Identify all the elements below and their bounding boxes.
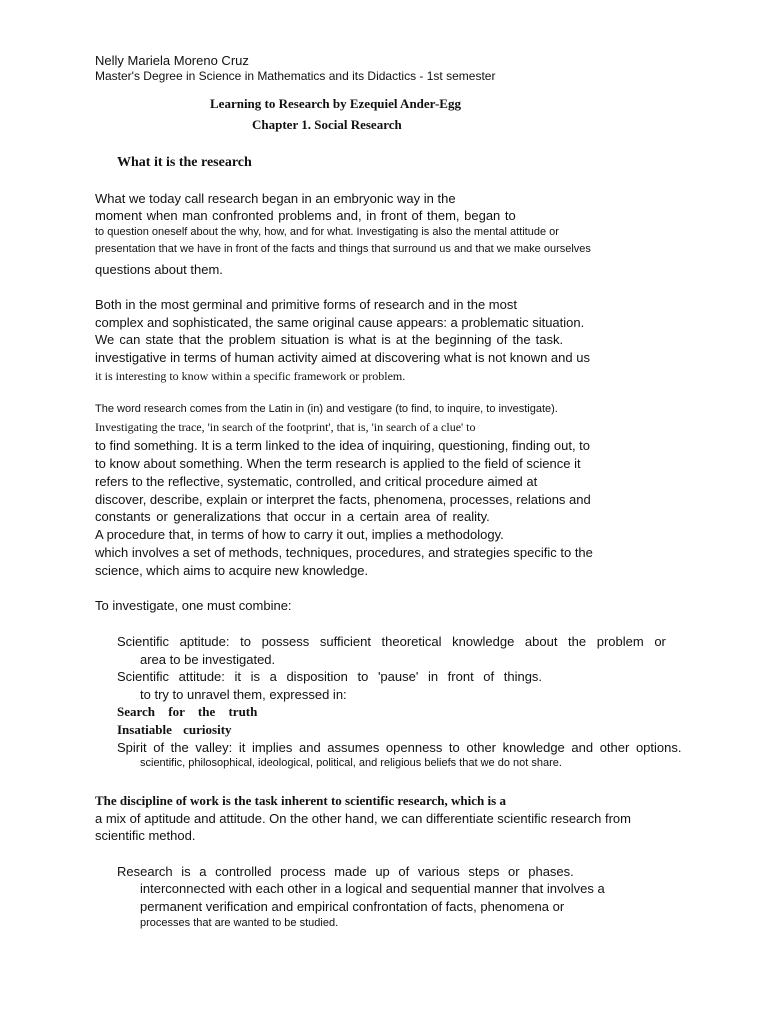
para3-line: constants or generalizations that occur in a certain area of reality. <box>95 509 490 524</box>
para2-line: We can state that the problem situation is what is at the beginning of the task. <box>95 332 564 347</box>
combine-item: Insatiable curiosity <box>117 722 232 737</box>
para1-line: presentation that we have in front of the facts and things that surround us and that we make ourselves <box>95 243 591 255</box>
para3-line: Investigating the trace, 'in search of the footprint', that is, 'in search of a clue' to <box>95 420 476 434</box>
para3-line: The word research comes from the Latin in (in) and vestigare (to find, to inquire, to investigate). <box>95 403 558 415</box>
para3-line: to know about something. When the term research is applied to the field of science it <box>95 456 581 471</box>
para1-line: What we today call research began in an embryonic way in the <box>95 191 456 206</box>
para2-line: investigative in terms of human activity aimed at discovering what is not known and us <box>95 350 590 365</box>
para2-line: Both in the most germinal and primitive forms of research and in the most <box>95 297 517 312</box>
para1-line: moment when man confronted problems and, in front of them, began to <box>95 208 516 223</box>
para1-line: to question oneself about the why, how, and for what. Investigating is also the mental attitude or <box>95 226 559 238</box>
combine-intro: To investigate, one must combine: <box>95 598 292 613</box>
para4-line: scientific method. <box>95 828 196 843</box>
combine-item: scientific, philosophical, ideological, political, and religious beliefs that we do not share. <box>140 757 562 769</box>
para1-line: questions about them. <box>95 262 223 277</box>
author-name: Nelly Mariela Moreno Cruz <box>95 53 249 68</box>
para3-line: to find something. It is a term linked to the idea of inquiring, questioning, finding out, to <box>95 438 591 453</box>
combine-item: Scientific attitude: it is a disposition to 'pause' in front of things. <box>117 669 543 684</box>
para2-line: it is interesting to know within a specific framework or problem. <box>95 369 406 383</box>
para5-line: permanent verification and empirical confrontation of facts, phenomena or <box>140 899 565 914</box>
combine-item: Scientific aptitude: to possess sufficient theoretical knowledge about the problem or <box>117 634 666 649</box>
program-line: Master's Degree in Science in Mathematics and its Didactics - 1st semester <box>95 69 496 83</box>
para5-line: Research is a controlled process made up of various steps or phases. <box>117 864 574 879</box>
combine-item: Spirit of the valley: it implies and assumes openness to other knowledge and other options. <box>117 740 682 755</box>
para3-line: which involves a set of methods, techniques, procedures, and strategies specific to the <box>95 545 593 560</box>
para3-line: science, which aims to acquire new knowledge. <box>95 563 369 578</box>
para2-line: complex and sophisticated, the same original cause appears: a problematic situation. <box>95 315 585 330</box>
para3-line: discover, describe, explain or interpret the facts, phenomena, processes, relations and <box>95 492 591 507</box>
section-heading: What it is the research <box>117 155 252 170</box>
para4-line: a mix of aptitude and attitude. On the other hand, we can differentiate scientific research from <box>95 811 631 826</box>
para3-line: refers to the reflective, systematic, controlled, and critical procedure aimed at <box>95 474 538 489</box>
combine-item: Search for the truth <box>117 704 258 719</box>
para5-line: processes that are wanted to be studied. <box>140 917 339 929</box>
chapter-title: Chapter 1. Social Research <box>252 117 402 132</box>
document-title: Learning to Research by Ezequiel Ander-Egg <box>210 96 461 111</box>
para5-line: interconnected with each other in a logical and sequential manner that involves a <box>140 881 605 896</box>
para3-line: A procedure that, in terms of how to carry it out, implies a methodology. <box>95 527 504 542</box>
combine-item: area to be investigated. <box>140 652 276 667</box>
combine-item: to try to unravel them, expressed in: <box>140 687 347 702</box>
para4-line: The discipline of work is the task inherent to scientific research, which is a <box>95 793 506 808</box>
